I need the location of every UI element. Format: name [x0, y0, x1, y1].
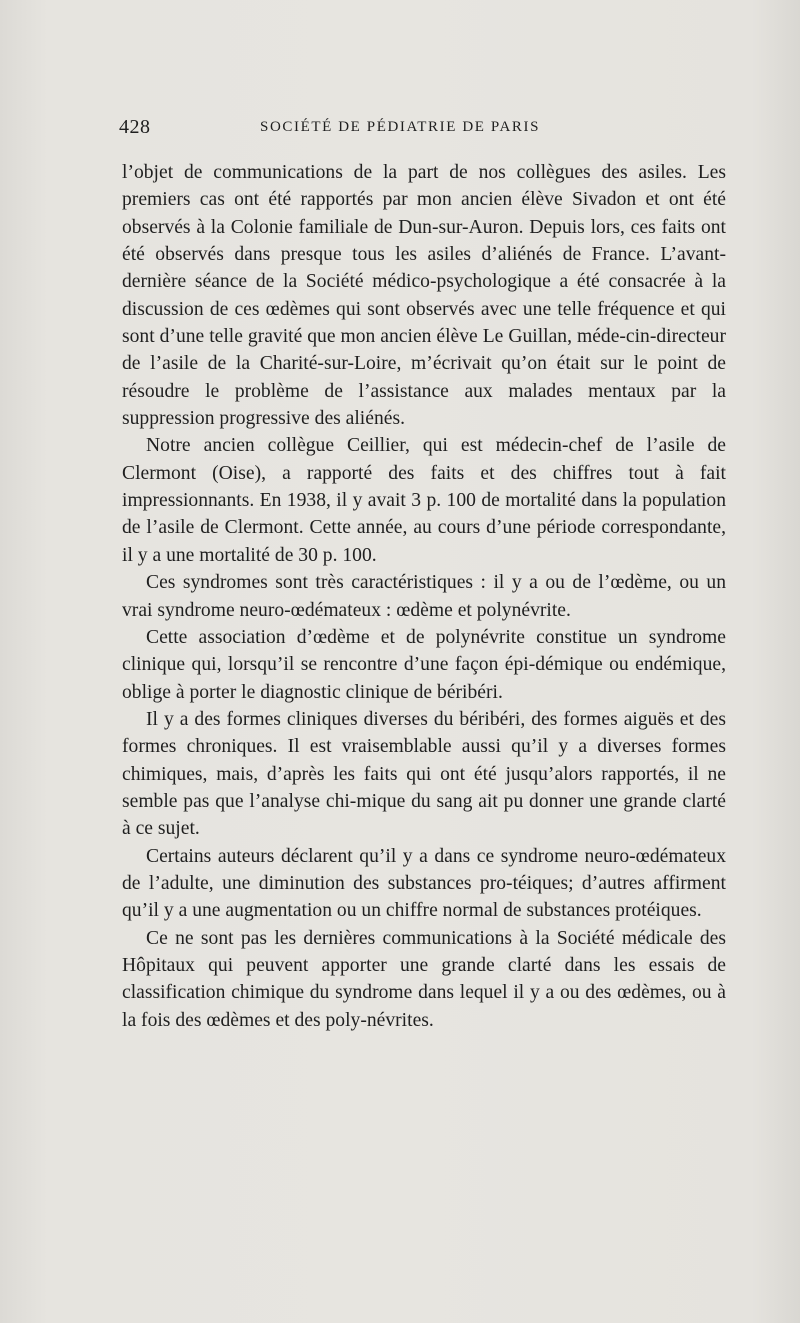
- running-head: SOCIÉTÉ DE PÉDIATRIE DE PARIS: [260, 119, 541, 135]
- paragraph-6: Certains auteurs déclarent qu’il y a dans ce syndrome neuro-œdémateux de l’adulte, une diminution des substances pro-téiques; d’autres affirment qu’il y a une augmentation ou un chiffre normal de substances protéiques.: [122, 845, 726, 922]
- page-number: 428: [119, 116, 151, 138]
- paragraph-7: Ce ne sont pas les dernières communications à la Société médicale des Hôpitaux qui peuvent apporter une grande clarté dans les essais de classification chimique du syndrome dans lequel il y a ou des œdèmes, ou à la fois des œdèmes et des poly-névrites.: [122, 927, 726, 1031]
- paragraph-4: Cette association d’œdème et de polynévrite constitue un syndrome clinique qui, lorsqu’il se rencontre d’une façon épi-démique ou endémique, oblige à porter le diagnostic clinique de béribéri.: [122, 626, 726, 703]
- paragraph-5: Il y a des formes cliniques diverses du béribéri, des formes aiguës et des formes chroniques. Il est vraisemblable aussi qu’il y a diverses formes chimiques, mais, d’après les faits qui ont été jusqu’alors rapportés, il ne semble pas que l’analyse chi-mique du sang ait pu donner une grande clarté à ce sujet.: [122, 708, 726, 840]
- paragraph-1: l’objet de communications de la part de nos collègues des asiles. Les premiers cas ont été rapportés par mon ancien élève Sivadon et ont été observés à la Colonie familiale de Dun-sur-Auron. Depuis lors, ces faits ont été observés dans presque tous les asiles d’aliénés de France. L’avant-dernière séance de la Société médico-psychologique a été consacrée à la discussion de ces œdèmes qui sont observés avec une telle fréquence et qui sont d’une telle gravité que mon ancien élève Le Guillan, méde-cin-directeur de l’asile de la Charité-sur-Loire, m’écrivait qu’on était sur le point de résoudre le problème de l’assistance aux malades mentaux par la suppression progressive des aliénés.: [122, 162, 726, 430]
- paragraph-3: Ces syndromes sont très caractéristiques : il y a ou de l’œdème, ou un vrai syndrome neuro-œdémateux : œdème et polynévrite.: [122, 572, 726, 621]
- page-header: [119, 116, 726, 146]
- paragraph-2: Notre ancien collègue Ceillier, qui est médecin-chef de l’asile de Clermont (Oise), a rapporté des faits et des chiffres tout à fait impressionnants. En 1938, il y avait 3 p. 100 de mortalité dans la population de l’asile de Clermont. Cette année, au cours d’une période correspondante, il y a une mortalité de 30 p. 100.: [122, 435, 726, 566]
- body-text: [122, 159, 726, 1034]
